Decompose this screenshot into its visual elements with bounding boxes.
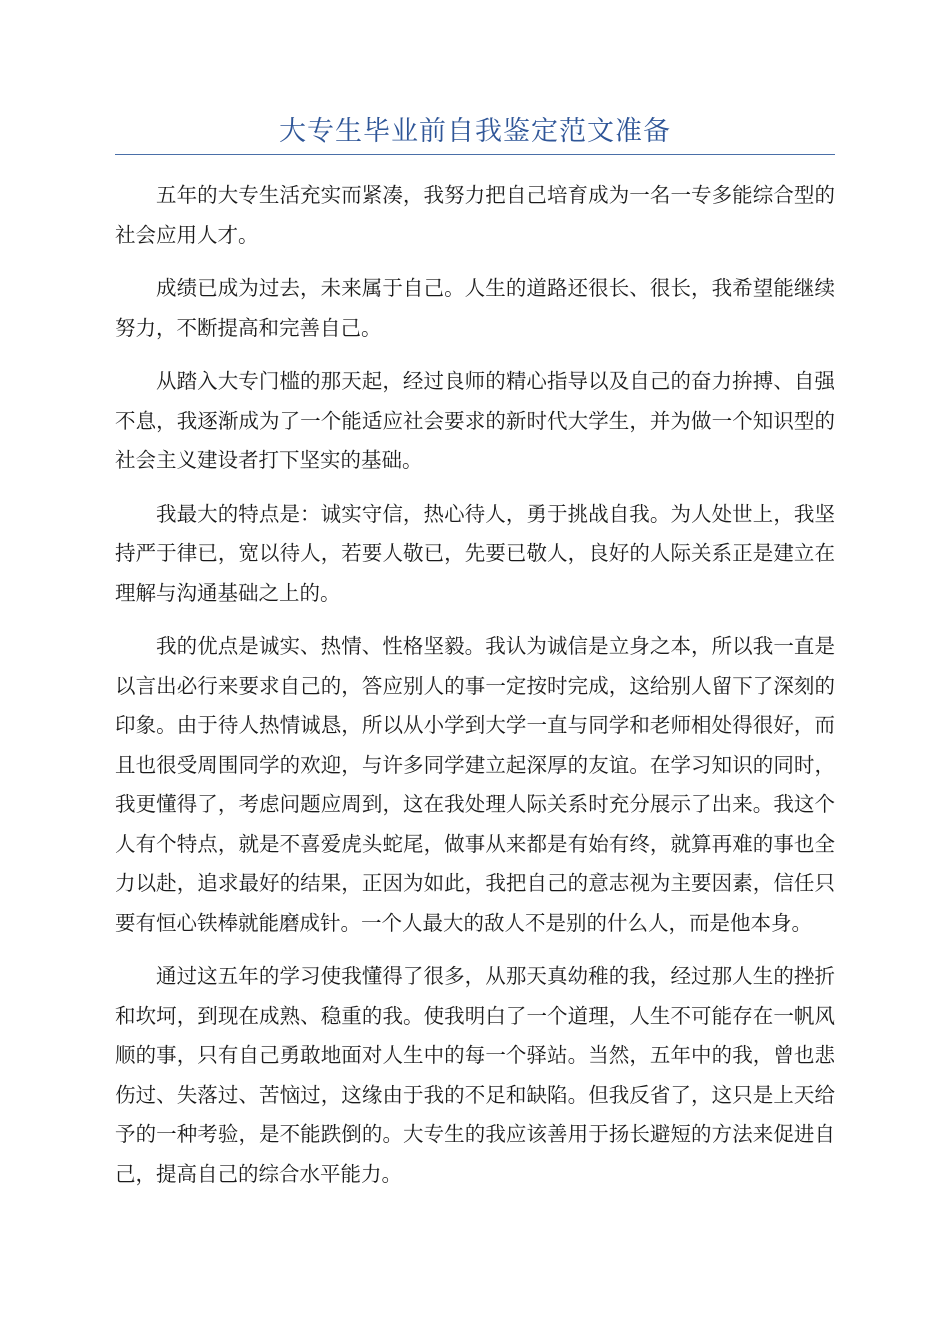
paragraph-1: 五年的大专生活充实而紧凑，我努力把自己培育成为一名一专多能综合型的社会应用人才。	[115, 183, 835, 247]
document-body	[115, 176, 835, 1208]
paragraph-4: 我最大的特点是：诚实守信，热心待人，勇于挑战自我。为人处世上，我坚持严于律已，宽以待人，若要人敬已，先要已敬人，良好的人际关系正是建立在理解与沟通基础之上的。	[115, 501, 835, 605]
paragraph-2: 成绩已成为过去，未来属于自己。人生的道路还很长、很长，我希望能继续努力，不断提高和完善自己。	[115, 276, 835, 340]
paragraph-5: 我的优点是诚实、热情、性格坚毅。我认为诚信是立身之本，所以我一直是以言出必行来要求自己的，答应别人的事一定按时完成，这给别人留下了深刻的印象。由于待人热情诚恳，所以从小学到大学一直与同学和老师相处得很好，而且也很受周围同学的欢迎，与许多同学建立起深厚的友谊。在学习知识的同时，我更懂得了，考虑问题应周到，这在我处理人际关系时充分展示了出来。我这个人有个特点，就是不喜爱虎头蛇尾，做事从来都是有始有终，就算再难的事也全力以赴，追求最好的结果，正因为如此，我把自己的意志视为主要因素，信任只要有恒心铁棒就能磨成针。一个人最大的敌人不是别的什么人，而是他本身。	[115, 634, 835, 935]
paragraph-3: 从踏入大专门槛的那天起，经过良师的精心指导以及自己的奋力拚搏、自强不息，我逐渐成为了一个能适应社会要求的新时代大学生，并为做一个知识型的社会主义建设者打下坚实的基础。	[115, 369, 835, 472]
title-underline	[115, 154, 835, 155]
paragraph-6: 通过这五年的学习使我懂得了很多，从那天真幼稚的我，经过那人生的挫折和坎坷，到现在成熟、稳重的我。使我明白了一个道理，人生不可能存在一帆风顺的事，只有自己勇敢地面对人生中的每一个驿站。当然，五年中的我，曾也悲伤过、失落过、苦恼过，这缘由于我的不足和缺陷。但我反省了，这只是上天给予的一种考验，是不能跌倒的。大专生的我应该善用于扬长避短的方法来促进自己，提高自己的综合水平能力。	[115, 964, 835, 1186]
document-title: 大专生毕业前自我鉴定范文准备	[279, 116, 671, 147]
